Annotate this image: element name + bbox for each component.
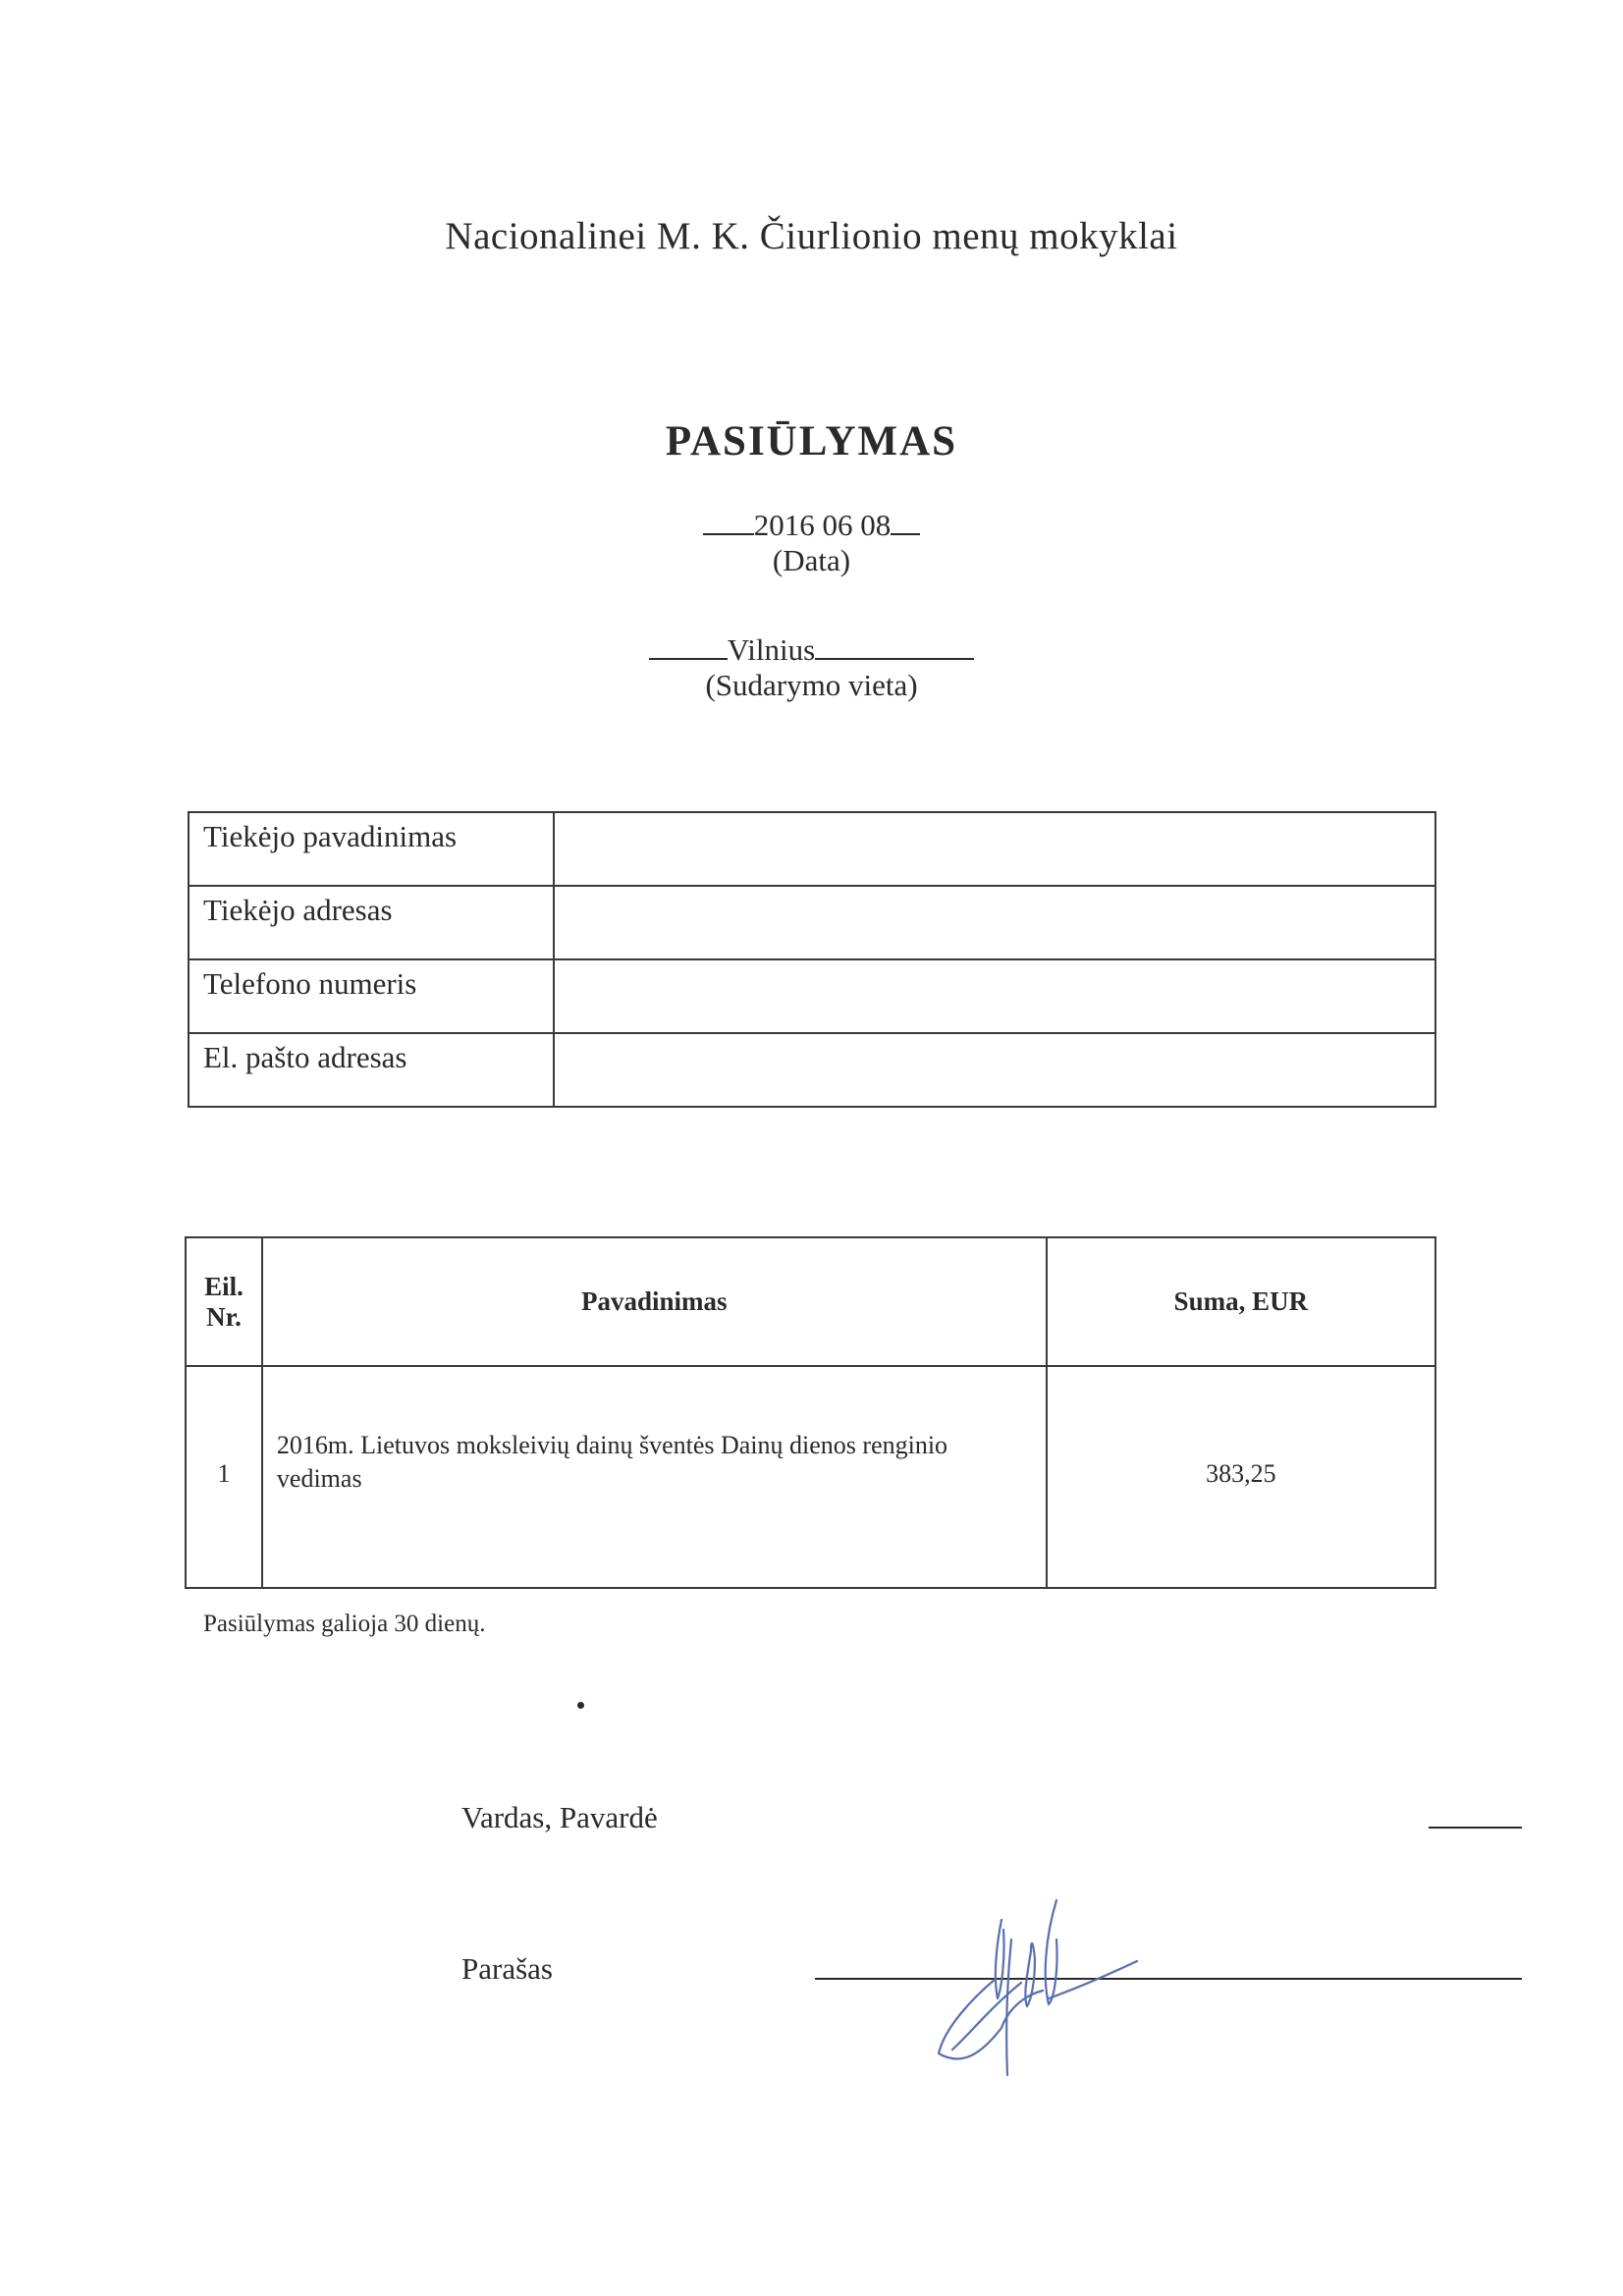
supplier-name-label: Tiekėjo pavadinimas bbox=[189, 812, 554, 886]
signature-line bbox=[815, 1978, 1522, 1980]
header-name: Pavadinimas bbox=[262, 1237, 1047, 1366]
addressee: Nacionalinei M. K. Čiurlionio menų mokyklai bbox=[445, 215, 1178, 257]
header-sum: Suma, EUR bbox=[1047, 1237, 1435, 1366]
name-line bbox=[1429, 1827, 1522, 1829]
email-value bbox=[554, 1033, 1435, 1107]
place-line bbox=[0, 630, 1623, 668]
table-row bbox=[186, 1366, 1435, 1588]
date-caption: (Data) bbox=[772, 543, 851, 577]
header-nr-line2: Nr. bbox=[206, 1301, 242, 1332]
signature-label: Parašas bbox=[461, 1951, 553, 1986]
supplier-row bbox=[189, 959, 1435, 1033]
email-label: El. pašto adresas bbox=[189, 1033, 554, 1107]
item-nr: 1 bbox=[186, 1366, 262, 1588]
supplier-row bbox=[189, 886, 1435, 959]
place-value: Vilnius bbox=[727, 632, 816, 667]
supplier-row bbox=[189, 1033, 1435, 1107]
header-nr bbox=[186, 1237, 262, 1366]
validity-note: Pasiūlymas galioja 30 dienų. bbox=[203, 1611, 486, 1637]
supplier-name-value bbox=[554, 812, 1435, 886]
supplier-row bbox=[189, 812, 1435, 886]
items-header-row bbox=[186, 1237, 1435, 1366]
items-table bbox=[185, 1236, 1436, 1589]
document-title: PASIŪLYMAS bbox=[665, 418, 958, 465]
phone-value bbox=[554, 959, 1435, 1033]
date-value: 2016 06 08 bbox=[753, 508, 892, 542]
name-label: Vardas, Pavardė bbox=[461, 1800, 658, 1834]
supplier-address-value bbox=[554, 886, 1435, 959]
supplier-info-table bbox=[188, 811, 1436, 1108]
item-sum: 383,25 bbox=[1047, 1366, 1435, 1588]
supplier-address-label: Tiekėjo adresas bbox=[189, 886, 554, 959]
header-nr-line1: Eil. bbox=[204, 1271, 243, 1301]
place-caption: (Sudarymo vieta) bbox=[705, 668, 918, 702]
stray-dot bbox=[577, 1702, 584, 1709]
handwritten-signature bbox=[933, 1881, 1149, 2077]
phone-label: Telefono numeris bbox=[189, 959, 554, 1033]
date-line bbox=[0, 506, 1623, 543]
item-name: 2016m. Lietuvos moksleivių dainų šventės Dainų dienos renginio vedimas bbox=[262, 1366, 1047, 1588]
